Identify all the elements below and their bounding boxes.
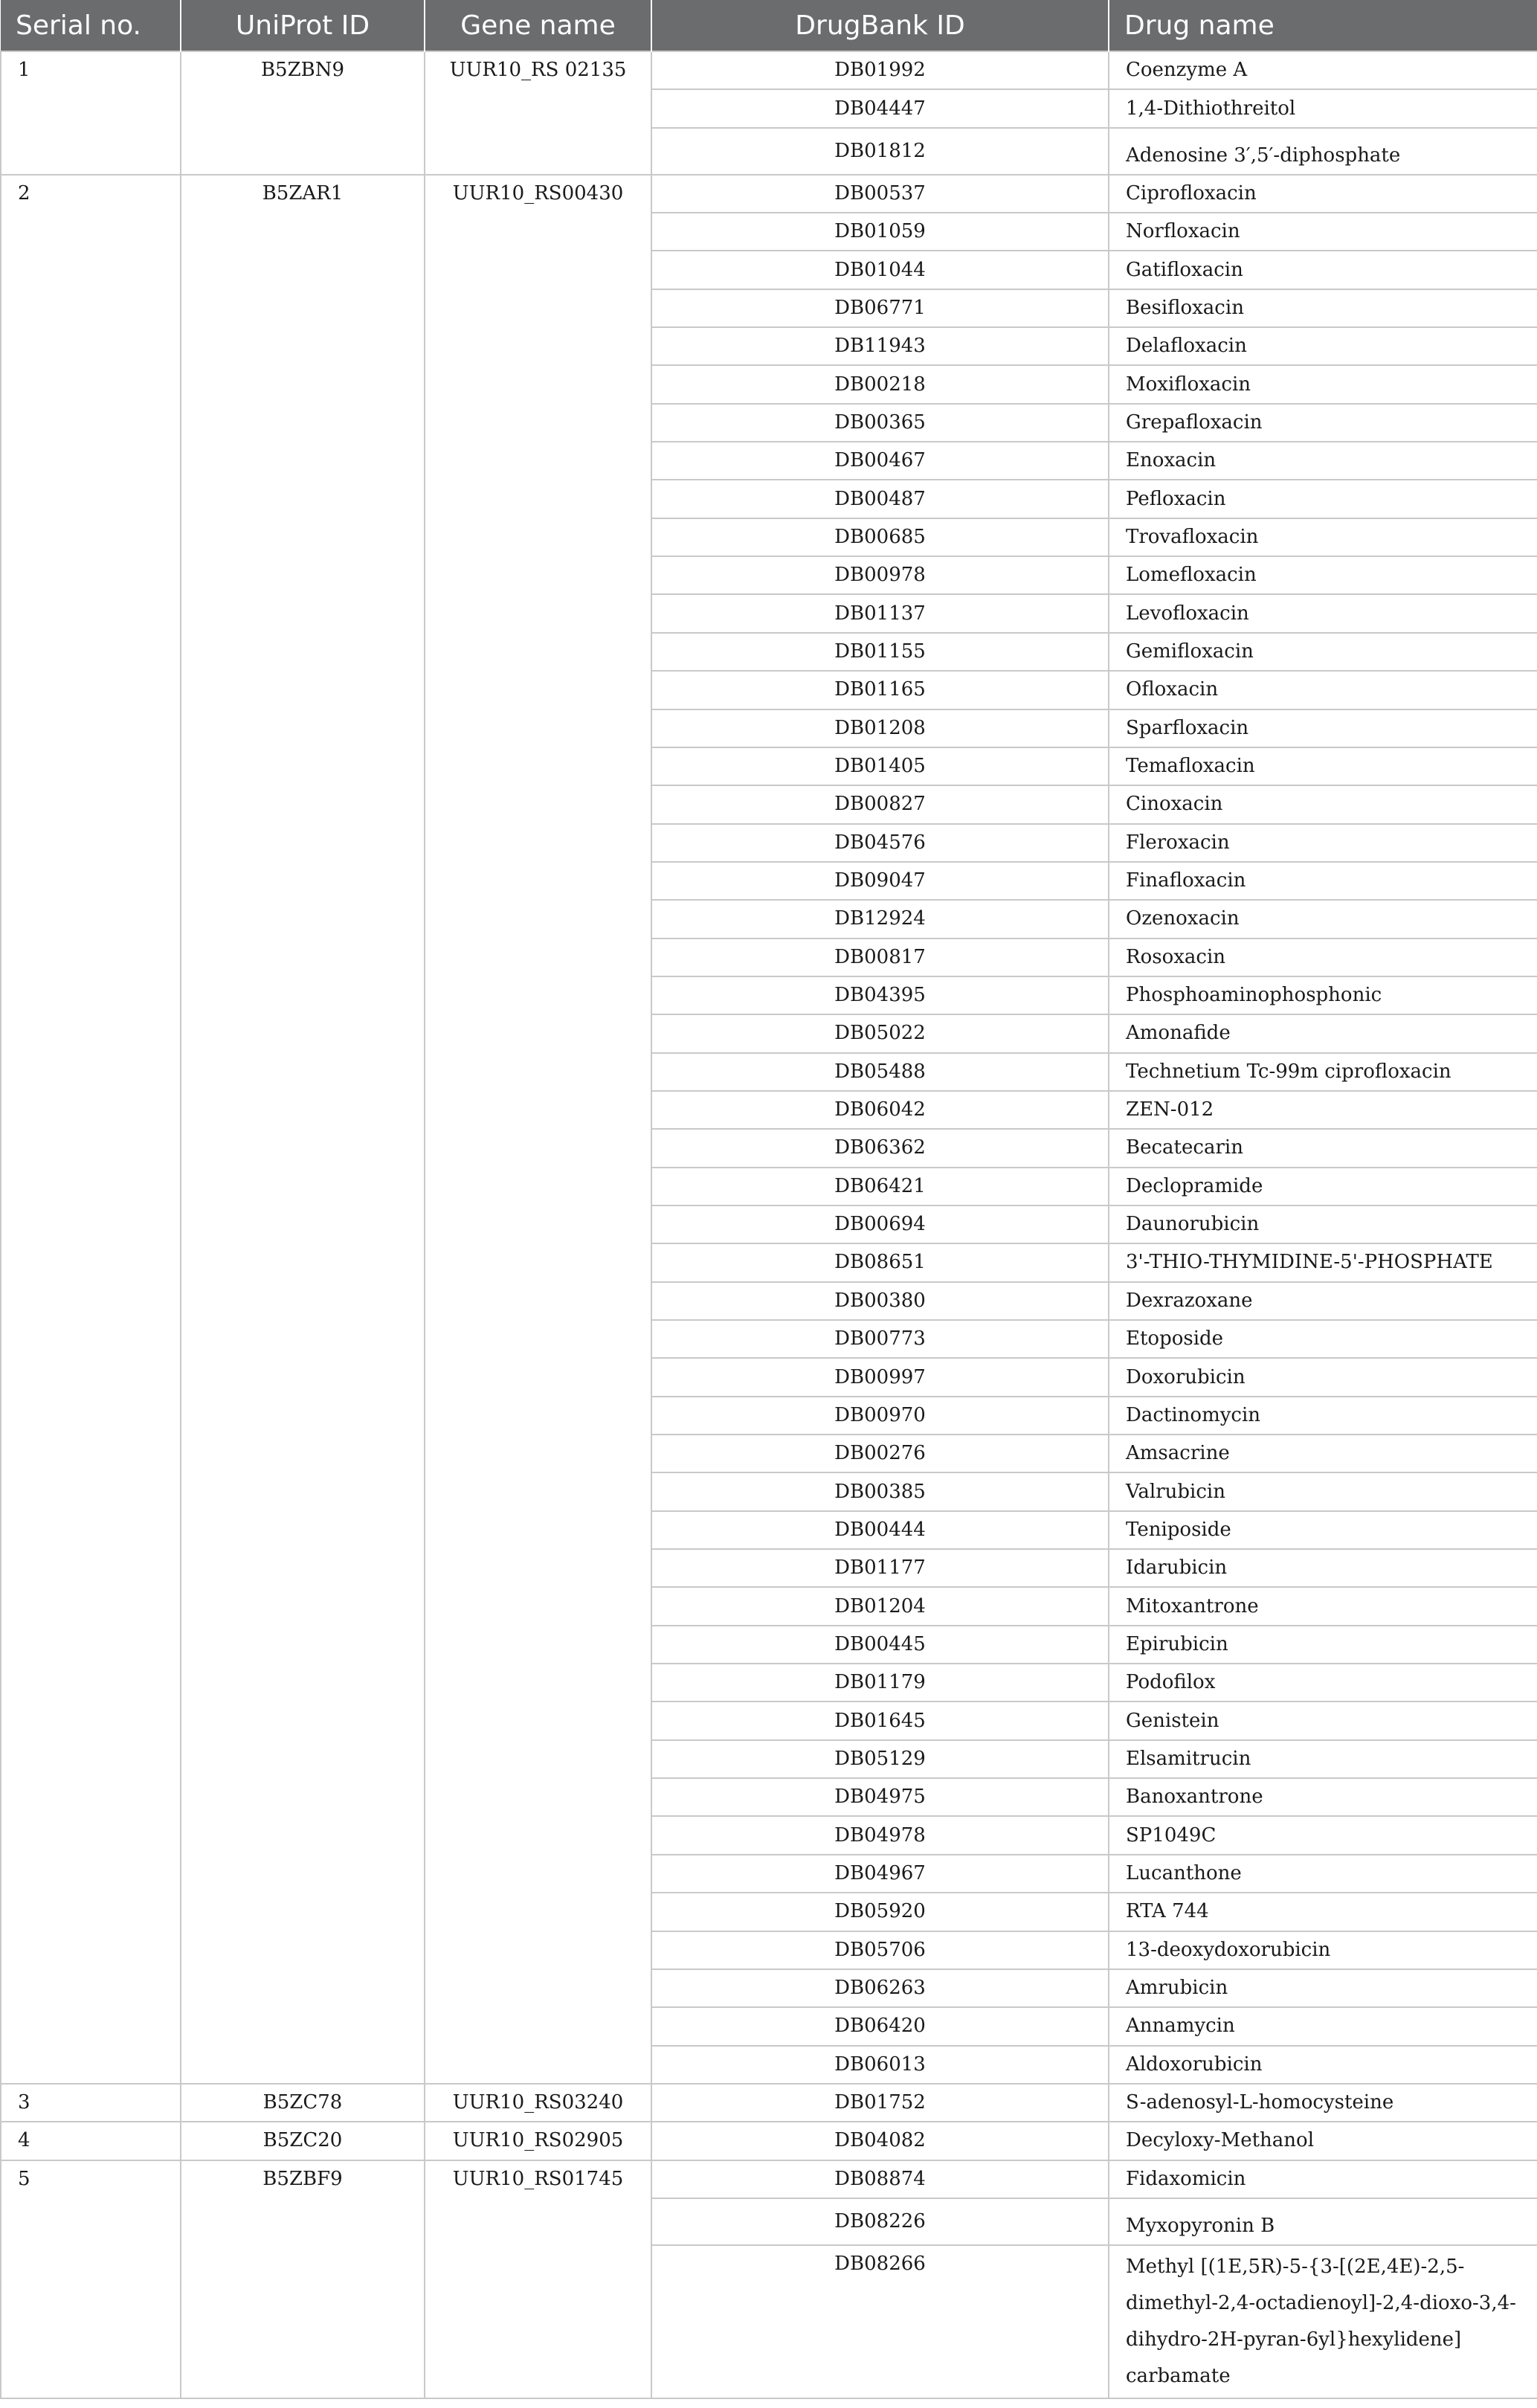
serial-no-cell: 4 [1,2122,181,2160]
drugbank-id-cell: DB01812 [651,128,1109,175]
drugbank-id-cell: DB00773 [651,1320,1109,1358]
drugbank-id-cell: DB05920 [651,1893,1109,1931]
drugbank-id-cell: DB01155 [651,633,1109,671]
header-row [1,0,1537,51]
drugbank-id-cell: DB00467 [651,442,1109,480]
drug-name-cell: Amrubicin [1109,1969,1537,2007]
drugbank-id-cell: DB04082 [651,2122,1109,2160]
drug-name-cell: Ozenoxacin [1109,900,1537,938]
table-body [1,51,1537,2398]
drugbank-id-cell: DB01208 [651,709,1109,747]
drug-name-cell: Moxifloxacin [1109,365,1537,403]
drug-name-cell: Banoxantrone [1109,1778,1537,1816]
drugbank-id-cell: DB06013 [651,2046,1109,2084]
drugbank-id-cell: DB08874 [651,2160,1109,2198]
drugbank-id-cell: DB00978 [651,556,1109,594]
drugbank-id-cell: DB09047 [651,862,1109,900]
drug-name-cell: Trovafloxacin [1109,518,1537,556]
drug-name-cell: ZEN-012 [1109,1091,1537,1129]
drugbank-id-cell: DB00537 [651,175,1109,213]
drugbank-id-cell: DB01204 [651,1587,1109,1625]
drug-name-cell: Dexrazoxane [1109,1282,1537,1320]
drug-name-cell: Etoposide [1109,1320,1537,1358]
drug-name-cell: Gemifloxacin [1109,633,1537,671]
drug-name-cell: Daunorubicin [1109,1205,1537,1243]
drugbank-id-cell: DB00385 [651,1472,1109,1510]
drugbank-id-cell: DB00997 [651,1358,1109,1396]
drug-name-cell: 13-deoxydoxorubicin [1109,1931,1537,1969]
drugbank-id-cell: DB01992 [651,51,1109,89]
table-row [1,2122,1537,2160]
drugbank-id-cell: DB08266 [651,2245,1109,2398]
drug-name-cell: Besifloxacin [1109,289,1537,327]
drugbank-id-cell: DB00685 [651,518,1109,556]
drug-name-cell: S-adenosyl-L-homocysteine [1109,2084,1537,2122]
drugbank-id-cell: DB08226 [651,2198,1109,2245]
drug-name-cell: Amsacrine [1109,1435,1537,1472]
table-row [1,2160,1537,2198]
drug-name-cell: Epirubicin [1109,1626,1537,1664]
drugbank-id-cell: DB00817 [651,939,1109,976]
uniprot-id-cell: B5ZAR1 [181,175,425,2084]
gene-name-cell: UUR10_RS00430 [425,175,651,2084]
gene-name-cell: UUR10_RS03240 [425,2084,651,2122]
drug-name-cell: Fleroxacin [1109,824,1537,862]
drug-name-cell: Fidaxomicin [1109,2160,1537,2198]
drugbank-id-cell: DB04978 [651,1816,1109,1854]
drugbank-id-cell: DB06771 [651,289,1109,327]
drugbank-id-cell: DB01752 [651,2084,1109,2122]
drugbank-id-cell: DB00218 [651,365,1109,403]
drug-name-cell: Lomefloxacin [1109,556,1537,594]
drug-name-cell: Phosphoaminophosphonic [1109,976,1537,1014]
header-drug-name: Drug name [1109,0,1537,51]
gene-name-cell: UUR10_RS 02135 [425,51,651,175]
drug-name-cell: RTA 744 [1109,1893,1537,1931]
drugbank-id-cell: DB06263 [651,1969,1109,2007]
drugbank-id-cell: DB05488 [651,1053,1109,1091]
drugbank-id-cell: DB00487 [651,480,1109,518]
drug-name-cell: Grepafloxacin [1109,404,1537,442]
drug-name-cell: Declopramide [1109,1168,1537,1205]
drugbank-id-cell: DB06042 [651,1091,1109,1129]
drugbank-id-cell: DB01645 [651,1702,1109,1739]
gene-name-cell: UUR10_RS02905 [425,2122,651,2160]
drug-name-cell: Aldoxorubicin [1109,2046,1537,2084]
drug-name-cell: Valrubicin [1109,1472,1537,1510]
drug-name-cell: Dactinomycin [1109,1397,1537,1435]
drugbank-id-cell: DB04395 [651,976,1109,1014]
drug-name-cell: Podofilox [1109,1664,1537,1702]
table-row [1,175,1537,213]
drug-name-cell: 3'-THIO-THYMIDINE-5'-PHOSPHATE [1109,1243,1537,1281]
drug-name-cell: Decyloxy-Methanol [1109,2122,1537,2160]
drugbank-id-cell: DB01405 [651,747,1109,785]
drug-name-cell: Gatifloxacin [1109,251,1537,289]
drugbank-id-cell: DB00365 [651,404,1109,442]
drug-name-cell: Becatecarin [1109,1129,1537,1167]
uniprot-id-cell: B5ZBN9 [181,51,425,175]
drugbank-id-cell: DB00380 [651,1282,1109,1320]
drugbank-id-cell: DB00827 [651,785,1109,823]
drug-name-cell: Pefloxacin [1109,480,1537,518]
drugbank-id-cell: DB00445 [651,1626,1109,1664]
drugbank-id-cell: DB11943 [651,327,1109,365]
table-row [1,51,1537,89]
drugbank-id-cell: DB04576 [651,824,1109,862]
serial-no-cell: 5 [1,2160,181,2398]
drugbank-id-cell: DB01044 [651,251,1109,289]
drug-name-cell: Methyl [(1E,5R)-5-{3-[(2E,4E)-2,5-dimethyl-2,4-octadienoyl]-2,4-dioxo-3,4-dihydro-2H-pyran-6yl}hexylidene] carbamate [1109,2245,1537,2398]
drug-name-cell: Technetium Tc-99m ciprofloxacin [1109,1053,1537,1091]
drug-name-cell: Sparfloxacin [1109,709,1537,747]
drugbank-id-cell: DB01165 [651,671,1109,709]
drugbank-id-cell: DB00694 [651,1205,1109,1243]
drug-name-cell: Cinoxacin [1109,785,1537,823]
uniprot-id-cell: B5ZC78 [181,2084,425,2122]
drug-name-cell: Norfloxacin [1109,213,1537,251]
drug-name-cell: Delafloxacin [1109,327,1537,365]
drugbank-id-cell: DB01179 [651,1664,1109,1702]
serial-no-cell: 3 [1,2084,181,2122]
gene-name-cell: UUR10_RS01745 [425,2160,651,2398]
drug-name-cell: Adenosine 3′,5′-diphosphate [1109,128,1537,175]
uniprot-id-cell: B5ZC20 [181,2122,425,2160]
drug-name-cell: Annamycin [1109,2007,1537,2045]
drugbank-id-cell: DB00970 [651,1397,1109,1435]
drug-name-cell: Temafloxacin [1109,747,1537,785]
header-uniprot-id: UniProt ID [181,0,425,51]
drug-name-cell: SP1049C [1109,1816,1537,1854]
drugbank-id-cell: DB08651 [651,1243,1109,1281]
drug-name-cell: Lucanthone [1109,1855,1537,1893]
drugbank-id-cell: DB05706 [651,1931,1109,1969]
drugbank-id-cell: DB01059 [651,213,1109,251]
header-gene-name: Gene name [425,0,651,51]
drugbank-id-cell: DB04447 [651,89,1109,127]
drugbank-id-cell: DB00444 [651,1511,1109,1549]
drug-name-cell: 1,4-Dithiothreitol [1109,89,1537,127]
serial-no-cell: 1 [1,51,181,175]
header-serial-no: Serial no. [1,0,181,51]
drug-name-cell: Doxorubicin [1109,1358,1537,1396]
drugbank-id-cell: DB05129 [651,1740,1109,1778]
drugbank-id-cell: DB04975 [651,1778,1109,1816]
drug-name-cell: Enoxacin [1109,442,1537,480]
drug-name-cell: Teniposide [1109,1511,1537,1549]
drug-name-cell: Genistein [1109,1702,1537,1739]
table-row [1,2084,1537,2122]
drug-name-cell: Mitoxantrone [1109,1587,1537,1625]
drug-name-cell: Finafloxacin [1109,862,1537,900]
drugbank-id-cell: DB00276 [651,1435,1109,1472]
serial-no-cell: 2 [1,175,181,2084]
drug-name-cell: Amonafide [1109,1014,1537,1052]
drugbank-id-cell: DB06421 [651,1168,1109,1205]
uniprot-id-cell: B5ZBF9 [181,2160,425,2398]
drug-name-cell: Myxopyronin B [1109,2198,1537,2245]
drugbank-id-cell: DB01177 [651,1549,1109,1587]
drug-name-cell: Idarubicin [1109,1549,1537,1587]
drugbank-id-cell: DB06420 [651,2007,1109,2045]
drugbank-id-cell: DB12924 [651,900,1109,938]
drug-name-cell: Rosoxacin [1109,939,1537,976]
drugbank-id-cell: DB04967 [651,1855,1109,1893]
drug-name-cell: Ofloxacin [1109,671,1537,709]
drug-name-cell: Ciprofloxacin [1109,175,1537,213]
drugbank-id-cell: DB06362 [651,1129,1109,1167]
drug-name-cell: Coenzyme A [1109,51,1537,89]
drugbank-id-cell: DB01137 [651,594,1109,632]
drugbank-id-cell: DB05022 [651,1014,1109,1052]
header-drugbank-id: DrugBank ID [651,0,1109,51]
drug-name-cell: Levofloxacin [1109,594,1537,632]
drug-name-cell: Elsamitrucin [1109,1740,1537,1778]
